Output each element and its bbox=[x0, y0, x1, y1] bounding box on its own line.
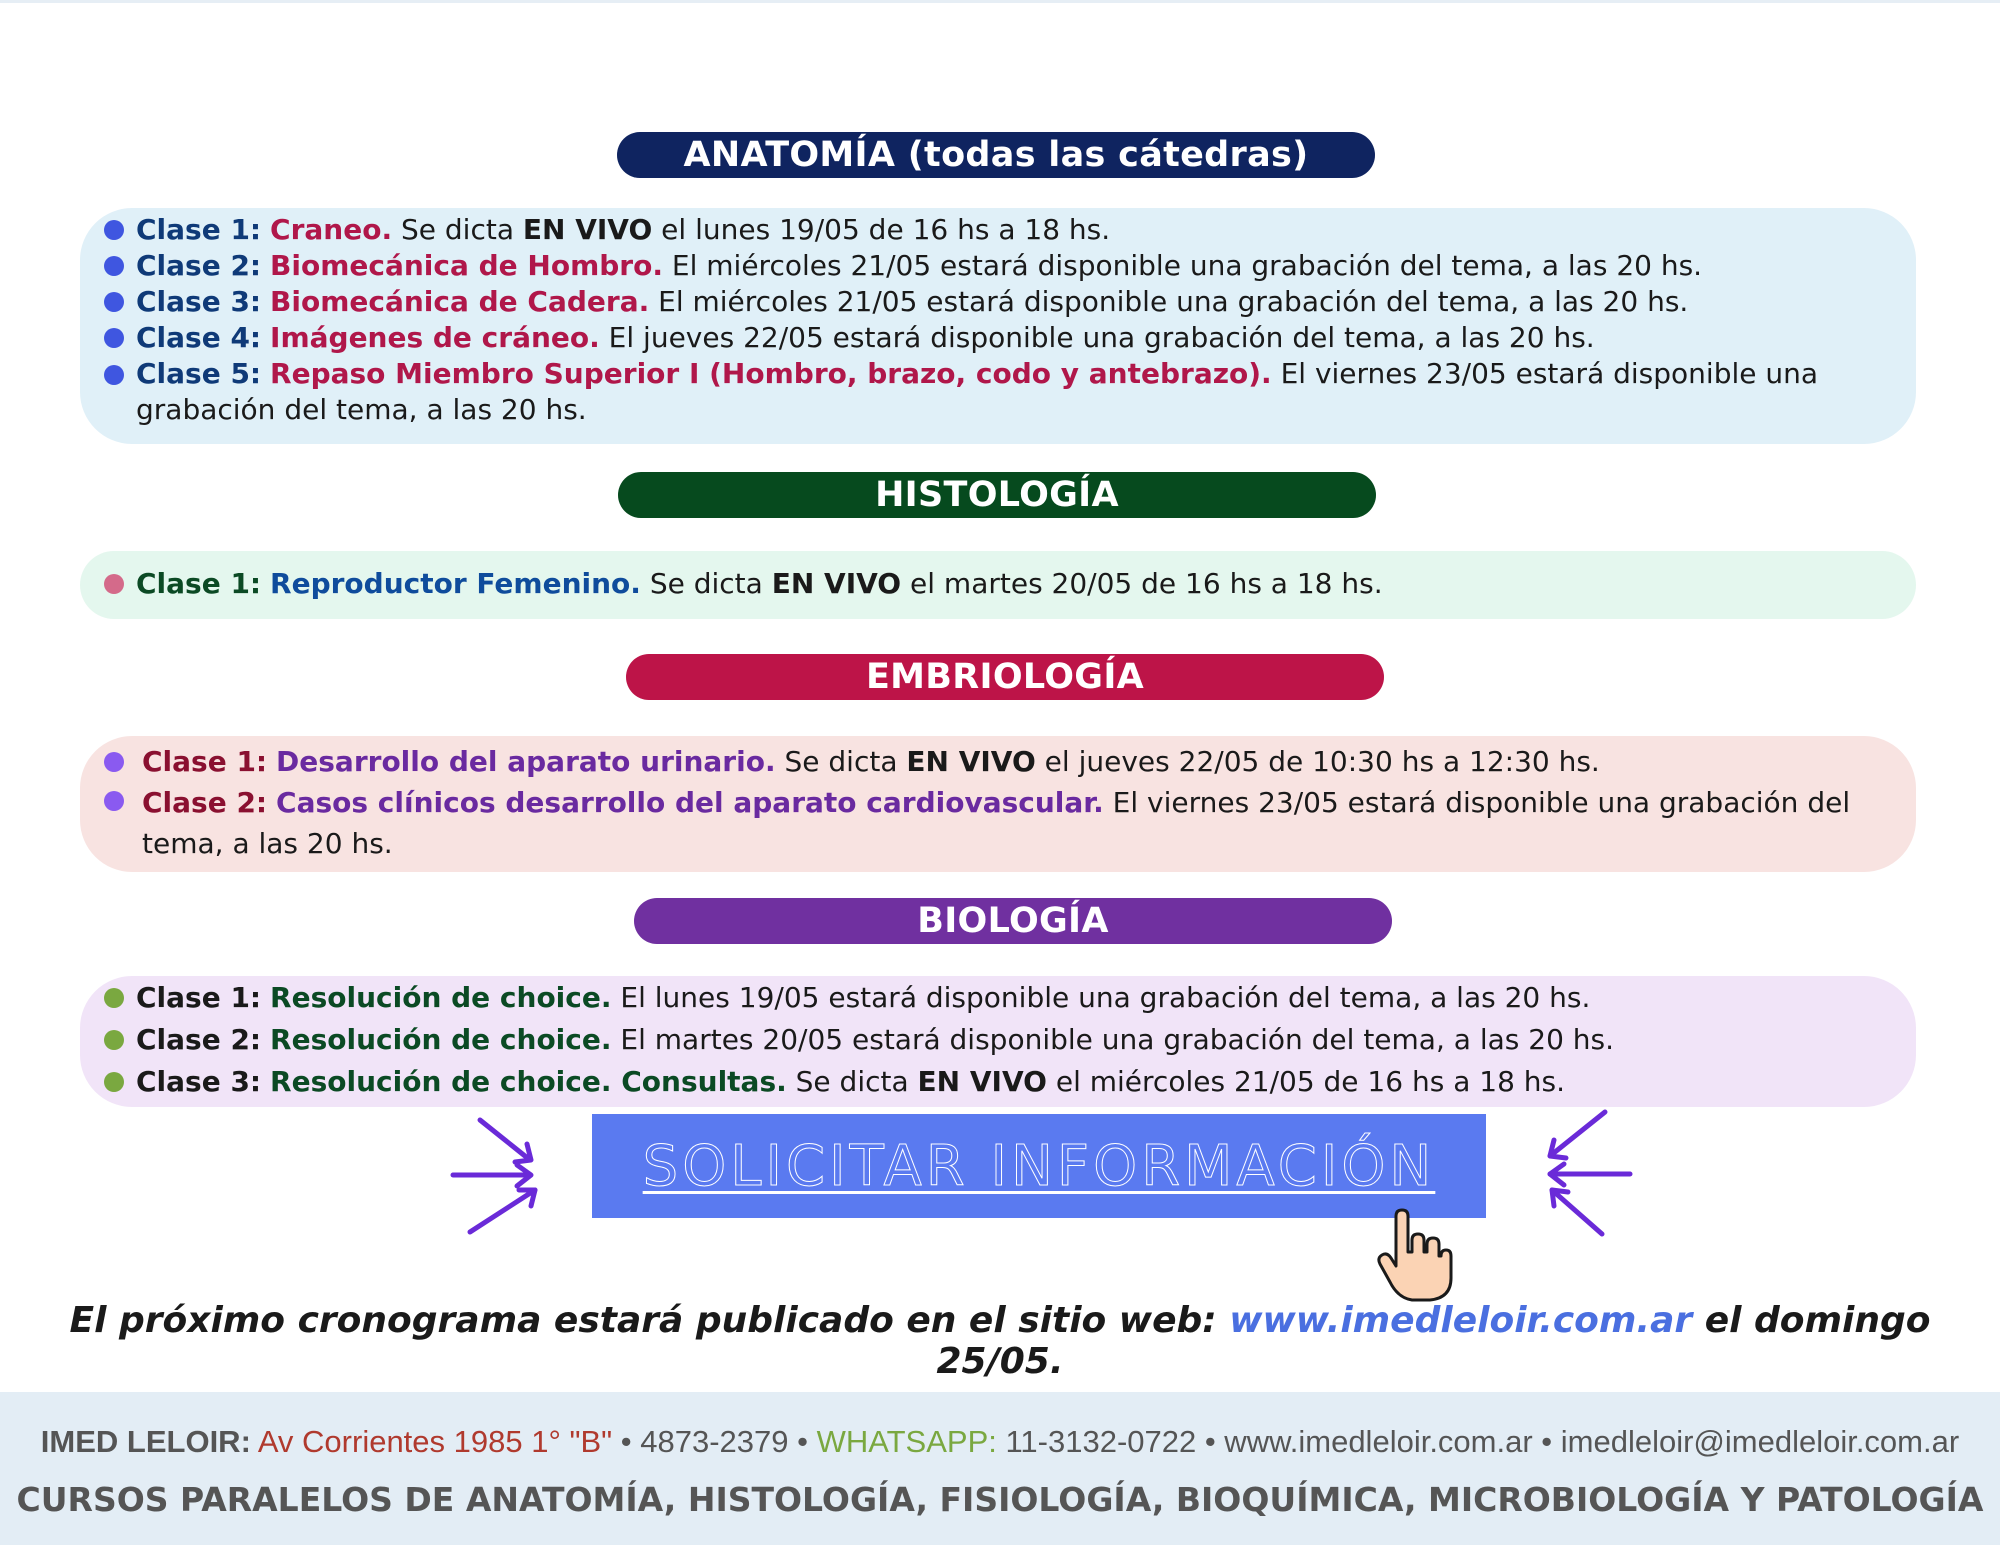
footer-contact bbox=[0, 1424, 2000, 1460]
class-topic: Resolución de choice. Consultas. bbox=[270, 1065, 787, 1098]
embriologia-header: EMBRIOLOGÍA bbox=[626, 654, 1384, 700]
class-label: Clase 2: bbox=[142, 786, 268, 819]
class-label: Clase 3: bbox=[136, 1065, 262, 1098]
class-topic: Casos clínicos desarrollo del aparato cardiovascular. bbox=[276, 786, 1104, 819]
item-text bbox=[136, 356, 1894, 428]
footer-whatsapp-label: WHATSAPP: bbox=[816, 1424, 997, 1459]
class-label: Clase 2: bbox=[136, 249, 262, 282]
biologia-header: BIOLOGÍA bbox=[634, 898, 1392, 944]
class-topic: Biomecánica de Hombro. bbox=[270, 249, 663, 282]
histologia-item bbox=[104, 566, 1894, 602]
note-before: El próximo cronograma estará publicado en el sitio web: bbox=[69, 1300, 1230, 1341]
class-label: Clase 1: bbox=[142, 745, 268, 778]
live-badge-text: EN VIVO bbox=[771, 567, 902, 600]
biologia-list bbox=[104, 977, 1894, 1103]
anatomia-header: ANATOMÍA (todas las cátedras) bbox=[617, 132, 1375, 178]
class-label: Clase 4: bbox=[136, 321, 262, 354]
left-arrows-icon bbox=[445, 1110, 555, 1240]
class-label: Clase 1: bbox=[136, 981, 262, 1014]
histologia-header: HISTOLOGÍA bbox=[618, 472, 1376, 518]
biologia-item bbox=[104, 1019, 1894, 1061]
anatomia-item bbox=[104, 320, 1894, 356]
class-topic: Desarrollo del aparato urinario. bbox=[276, 745, 776, 778]
class-detail: El miércoles 21/05 estará disponible una grabación del tema, a las 20 hs. bbox=[649, 285, 1689, 318]
live-badge-text: EN VIVO bbox=[906, 745, 1036, 778]
class-topic: Imágenes de cráneo. bbox=[270, 321, 600, 354]
class-detail-end: el miércoles 21/05 de 16 hs a 18 hs. bbox=[1046, 1065, 1566, 1098]
class-detail-end: el jueves 22/05 de 10:30 hs a 12:30 hs. bbox=[1035, 745, 1600, 778]
bullet-dot-icon bbox=[104, 292, 124, 312]
class-detail-end: el lunes 19/05 de 16 hs a 18 hs. bbox=[652, 213, 1111, 246]
footer-brand: IMED LELOIR: bbox=[40, 1424, 251, 1459]
class-topic: Craneo. bbox=[270, 213, 393, 246]
embriologia-item bbox=[104, 741, 1899, 782]
item-text bbox=[136, 320, 1595, 356]
footer-address: Av Corrientes 1985 1° "B" bbox=[257, 1424, 613, 1459]
embriologia-list bbox=[104, 741, 1899, 864]
website-link[interactable]: www.imedleloir.com.ar bbox=[1229, 1300, 1693, 1341]
bullet-dot-icon bbox=[104, 328, 124, 348]
class-label: Clase 1: bbox=[136, 213, 262, 246]
footer bbox=[0, 1392, 2000, 1545]
item-text bbox=[136, 566, 1383, 602]
footer-tagline: CURSOS PARALELOS DE ANATOMÍA, HISTOLOGÍA, FISIOLOGÍA, BIOQUÍMICA, MICROBIOLOGÍA Y PATOLOGÍA bbox=[16, 1480, 1984, 1519]
class-topic: Biomecánica de Cadera. bbox=[270, 285, 650, 318]
class-topic: Resolución de choice. bbox=[270, 981, 612, 1014]
bullet-dot-icon bbox=[104, 791, 124, 811]
anatomia-item bbox=[104, 356, 1894, 428]
class-label: Clase 1: bbox=[136, 567, 262, 600]
next-schedule-note bbox=[0, 1300, 2000, 1382]
class-detail: El viernes 23/05 estará disponible una grabación del tema, a las 20 hs. bbox=[136, 357, 1819, 426]
anatomia-item bbox=[104, 284, 1894, 320]
biologia-item bbox=[104, 977, 1894, 1019]
class-detail: Se dicta bbox=[786, 1065, 918, 1098]
item-text bbox=[142, 741, 1600, 782]
class-detail: El jueves 22/05 estará disponible una grabación del tema, a las 20 hs. bbox=[599, 321, 1595, 354]
class-detail: El lunes 19/05 estará disponible una grabación del tema, a las 20 hs. bbox=[611, 981, 1591, 1014]
pointer-hand-icon bbox=[1374, 1208, 1454, 1304]
class-topic: Repaso Miembro Superior I (Hombro, brazo, codo y antebrazo). bbox=[270, 357, 1272, 390]
class-label: Clase 5: bbox=[136, 357, 262, 390]
class-detail: El viernes 23/05 estará disponible una grabación del tema, a las 20 hs. bbox=[142, 786, 1851, 860]
item-text bbox=[136, 284, 1688, 320]
item-text bbox=[136, 248, 1702, 284]
class-detail: Se dicta bbox=[640, 567, 772, 600]
bullet-dot-icon bbox=[104, 1072, 124, 1092]
item-text bbox=[136, 1061, 1565, 1103]
solicitar-informacion-button[interactable] bbox=[592, 1114, 1486, 1218]
bullet-dot-icon bbox=[104, 1030, 124, 1050]
anatomia-item bbox=[104, 248, 1894, 284]
footer-phone: • 4873-2379 • bbox=[612, 1424, 817, 1459]
live-badge-text: EN VIVO bbox=[522, 213, 653, 246]
class-label: Clase 3: bbox=[136, 285, 262, 318]
solicitar-informacion-label: SOLICITAR INFORMACIÓN bbox=[642, 1133, 1436, 1199]
class-detail-end: el martes 20/05 de 16 hs a 18 hs. bbox=[901, 567, 1383, 600]
right-arrows-icon bbox=[1530, 1106, 1640, 1246]
embriologia-item bbox=[104, 782, 1899, 864]
bullet-dot-icon bbox=[104, 988, 124, 1008]
biologia-item bbox=[104, 1061, 1894, 1103]
class-detail: El martes 20/05 estará disponible una grabación del tema, a las 20 hs. bbox=[611, 1023, 1615, 1056]
note-after: el domingo 25/05. bbox=[936, 1300, 1931, 1382]
class-label: Clase 2: bbox=[136, 1023, 262, 1056]
bullet-dot-icon bbox=[104, 574, 124, 594]
class-detail: El miércoles 21/05 estará disponible una grabación del tema, a las 20 hs. bbox=[663, 249, 1703, 282]
bullet-dot-icon bbox=[104, 220, 124, 240]
bullet-dot-icon bbox=[104, 365, 124, 385]
anatomia-list bbox=[104, 212, 1894, 428]
class-detail: Se dicta bbox=[392, 213, 523, 246]
top-rule bbox=[0, 0, 2000, 3]
bullet-dot-icon bbox=[104, 256, 124, 276]
class-detail: Se dicta bbox=[775, 745, 907, 778]
item-text bbox=[136, 212, 1110, 248]
item-text bbox=[136, 977, 1590, 1019]
anatomia-item bbox=[104, 212, 1894, 248]
histologia-list bbox=[104, 566, 1894, 602]
footer-whatsapp: 11-3132-0722 • www.imedleloir.com.ar • imedleloir@imedleloir.com.ar bbox=[996, 1424, 1960, 1459]
item-text bbox=[136, 1019, 1614, 1061]
bullet-dot-icon bbox=[104, 752, 124, 772]
class-topic: Resolución de choice. bbox=[270, 1023, 612, 1056]
live-badge-text: EN VIVO bbox=[917, 1065, 1047, 1098]
item-text bbox=[142, 782, 1899, 864]
class-topic: Reproductor Femenino. bbox=[270, 567, 641, 600]
